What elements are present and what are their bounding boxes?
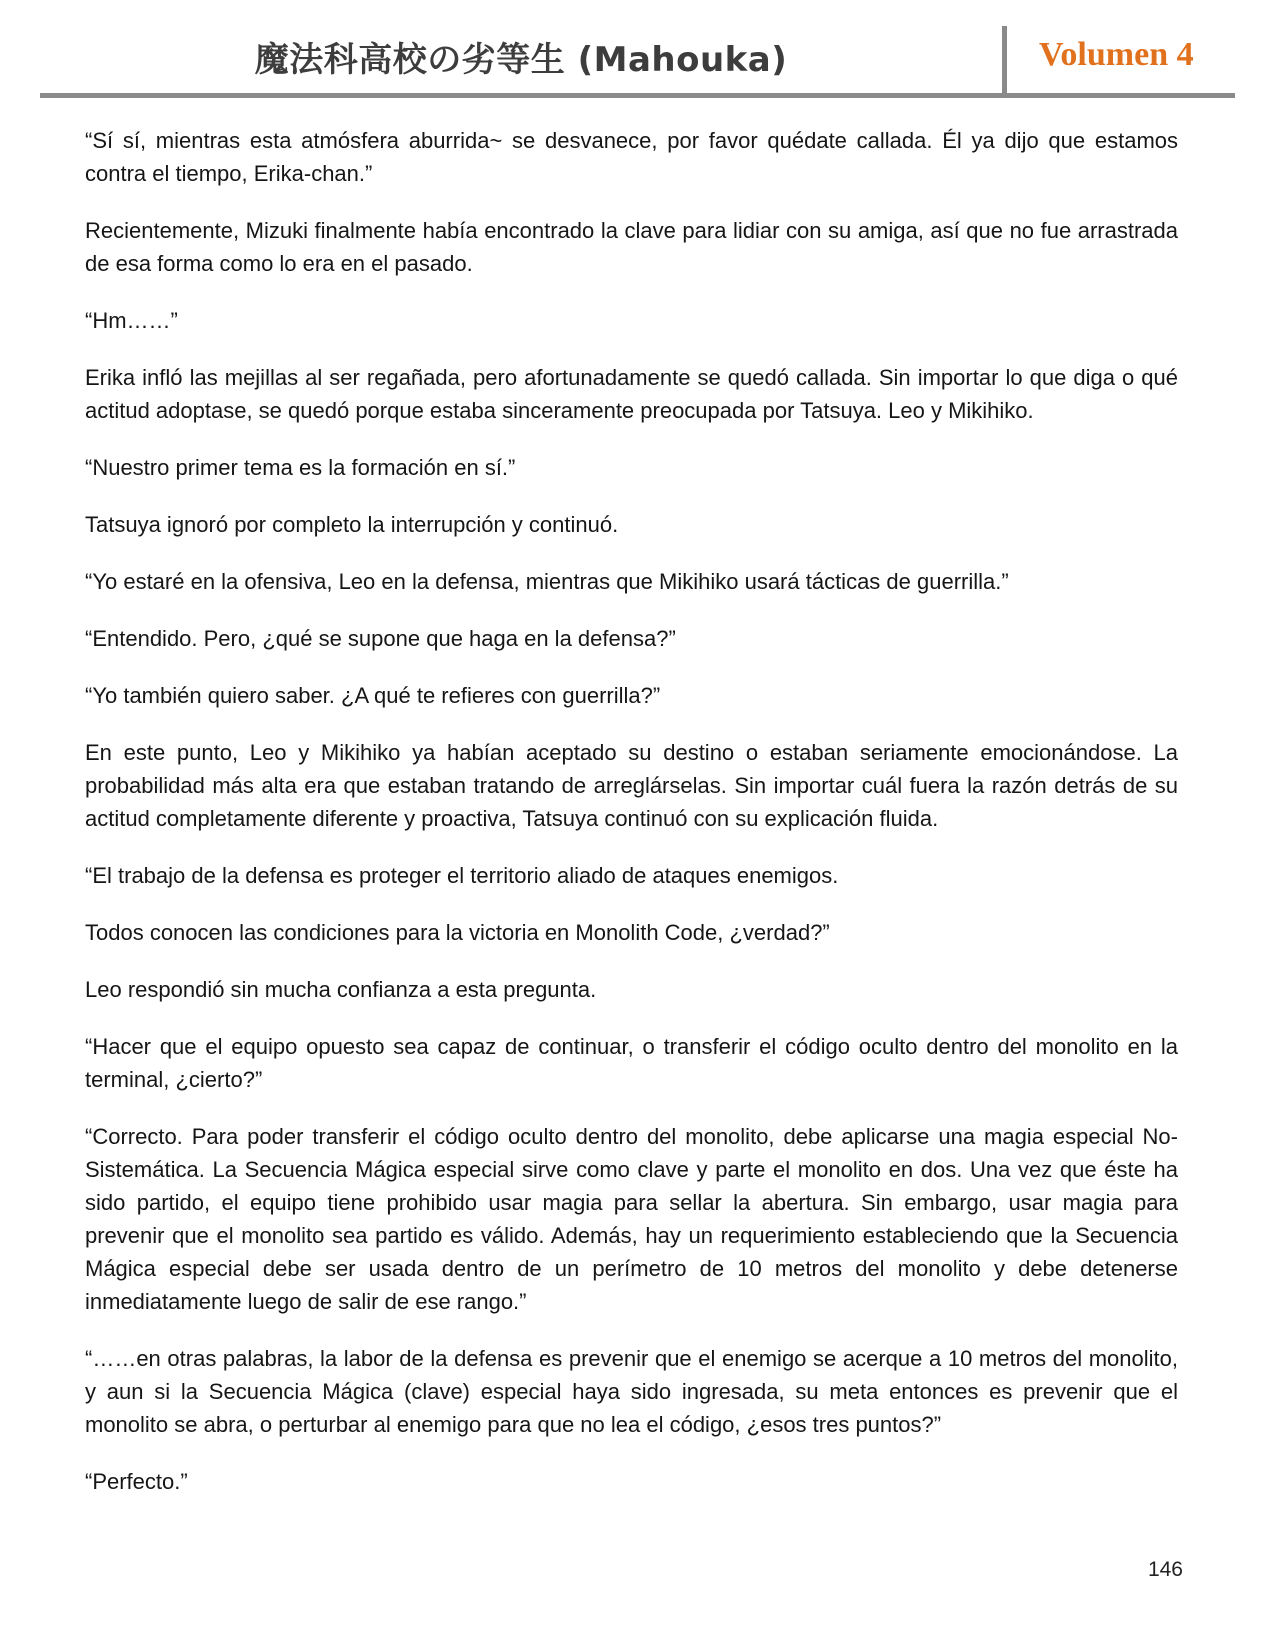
paragraph: Leo respondió sin mucha confianza a esta pregunta. (85, 977, 597, 1002)
paragraph: “……en otras palabras, la labor de la defensa es prevenir que el enemigo se acerque a 10 metros del monolito, y aun si la Secuencia Mágica (clave) especial haya sido ingresada, su meta entonces es prevenir que el monolito se abra, o perturbar al enemigo para que no lea el código, ¿esos tres puntos?” (85, 1346, 1178, 1437)
volume-label: Volumen 4 (1002, 26, 1235, 93)
paragraph: “El trabajo de la defensa es proteger el territorio aliado de ataques enemigos. (85, 863, 839, 888)
page-header (40, 26, 1235, 98)
paragraph: “Yo estaré en la ofensiva, Leo en la defensa, mientras que Mikihiko usará tácticas de guerrilla.” (85, 569, 1009, 594)
paragraph: “Hacer que el equipo opuesto sea capaz de continuar, o transferir el código oculto dentro del monolito en la terminal, ¿cierto?” (85, 1034, 1178, 1092)
document-title: 魔法科高校の劣等生 (Mahouka) (254, 40, 788, 80)
paragraph: “Hm……” (85, 308, 178, 333)
page-number: 146 (1147, 1558, 1183, 1581)
paragraph: Todos conocen las condiciones para la victoria en Monolith Code, ¿verdad?” (85, 920, 830, 945)
body-text (85, 98, 1178, 1498)
paragraph: Recientemente, Mizuki finalmente había encontrado la clave para lidiar con su amiga, así que no fue arrastrada de esa forma como lo era en el pasado. (85, 218, 1178, 276)
paragraph: “Yo también quiero saber. ¿A qué te refieres con guerrilla?” (85, 683, 661, 708)
paragraph: “Entendido. Pero, ¿qué se supone que haga en la defensa?” (85, 626, 676, 651)
paragraph: Erika infló las mejillas al ser regañada, pero afortunadamente se quedó callada. Sin importar lo que diga o qué actitud adoptase, se quedó porque estaba sinceramente preocupada por Tatsuya. Leo y Mikihiko. (85, 365, 1178, 423)
paragraph: “Sí sí, mientras esta atmósfera aburrida~ se desvanece, por favor quédate callada. Él ya dijo que estamos contra el tiempo, Erika-chan.” (85, 128, 1178, 186)
paragraph: “Nuestro primer tema es la formación en sí.” (85, 455, 516, 480)
paragraph: En este punto, Leo y Mikihiko ya habían aceptado su destino o estaban seriamente emocionándose. La probabilidad más alta era que estaban tratando de arreglárselas. Sin importar cuál fuera la razón detrás de su actitud completamente diferente y proactiva, Tatsuya continuó con su explicación fluida. (85, 740, 1178, 831)
paragraph: “Correcto. Para poder transferir el código oculto dentro del monolito, debe aplicarse una magia especial No-Sistemática. La Secuencia Mágica especial sirve como clave y parte el monolito en dos. Una vez que éste ha sido partido, el equipo tiene prohibido usar magia para sellar la abertura. Sin embargo, usar magia para prevenir que el monolito sea partido es válido. Además, hay un requerimiento estableciendo que la Secuencia Mágica especial debe ser usada dentro de un perímetro de 10 metros del monolito y debe detenerse inmediatamente luego de salir de ese rango.” (85, 1124, 1178, 1314)
paragraph: Tatsuya ignoró por completo la interrupción y continuó. (85, 512, 619, 537)
paragraph: “Perfecto.” (85, 1469, 188, 1494)
